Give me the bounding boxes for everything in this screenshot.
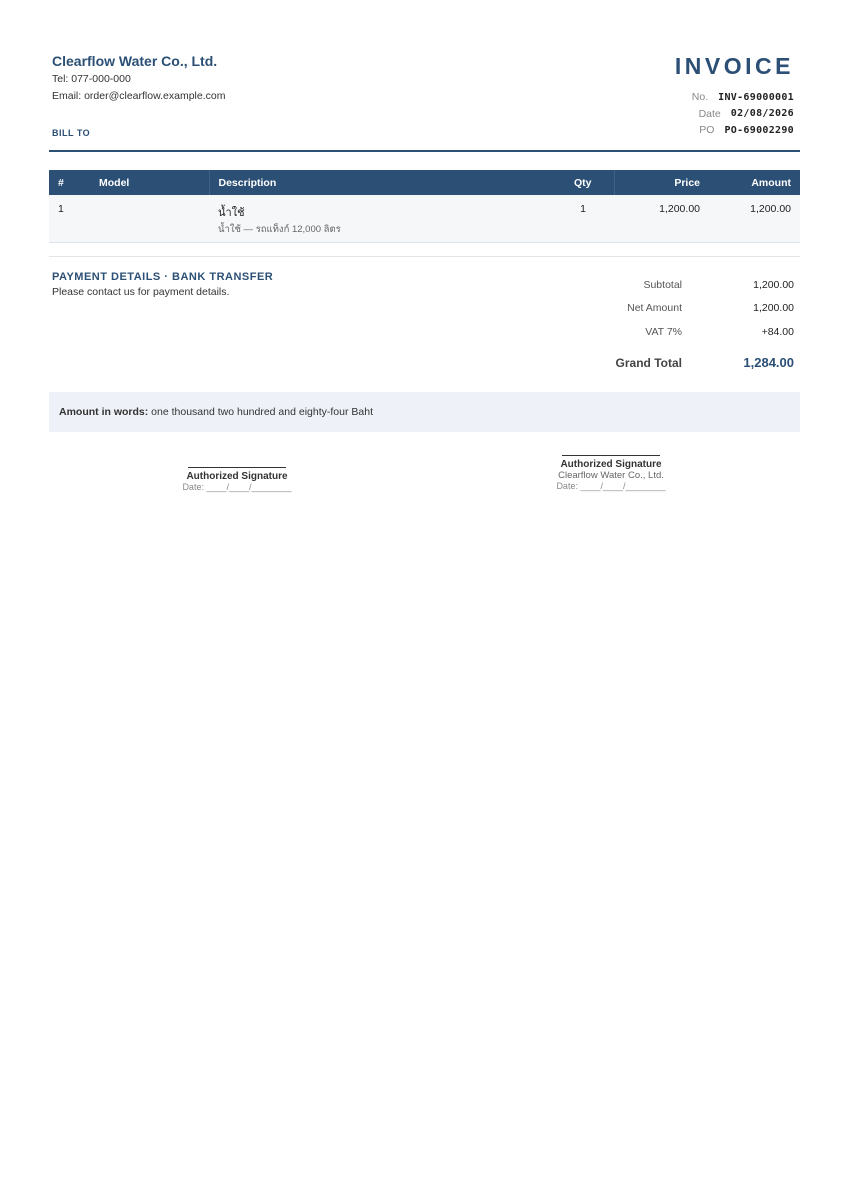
invoice-meta xyxy=(594,89,794,139)
amount-in-words-label: Amount in words: xyxy=(59,406,149,418)
signature-date: Date: ____/____/________ xyxy=(182,482,292,492)
table-header-row xyxy=(49,170,800,195)
cell-no: 1 xyxy=(49,195,99,243)
items-table xyxy=(49,170,800,243)
signature-title: Authorized Signature xyxy=(186,471,288,482)
invoice-title: INVOICE xyxy=(674,53,794,79)
col-qty-header: Qty xyxy=(552,170,614,195)
amount-in-words-value: one thousand two hundred and eighty-four Baht xyxy=(148,406,373,418)
cell-description xyxy=(209,195,552,243)
signature-date: Date: ____/____/________ xyxy=(556,481,666,491)
signature-line xyxy=(562,455,660,456)
totals-block xyxy=(564,273,794,376)
col-description-header: Description xyxy=(209,170,552,195)
header-divider xyxy=(49,150,800,152)
description-main: น้ำใช้ xyxy=(218,207,245,219)
meta-label: No. xyxy=(691,91,709,104)
subtotal-row xyxy=(564,273,794,297)
col-price-header: Price xyxy=(614,170,710,195)
meta-row-po xyxy=(594,122,794,139)
bill-to-label: BILL TO xyxy=(52,128,91,138)
net-value: 1,200.00 xyxy=(753,302,794,315)
grand-total-value: 1,284.00 xyxy=(743,355,794,370)
section-divider xyxy=(49,256,800,257)
vat-value: +84.00 xyxy=(761,325,794,338)
meta-row-number xyxy=(594,89,794,106)
meta-row-date xyxy=(594,106,794,123)
payment-title: PAYMENT DETAILS · BANK TRANSFER xyxy=(52,271,274,283)
invoice-number: INV-69000001 xyxy=(718,91,794,103)
vat-row xyxy=(564,320,794,344)
signature-left xyxy=(157,467,317,492)
cell-amount: 1,200.00 xyxy=(710,195,800,243)
cell-model xyxy=(99,195,209,243)
net-label: Net Amount xyxy=(627,302,682,315)
cell-price: 1,200.00 xyxy=(614,195,710,243)
invoice-date: 02/08/2026 xyxy=(730,108,794,120)
signature-right xyxy=(531,455,691,491)
company-email: Email: order@clearflow.example.com xyxy=(52,90,226,102)
po-number: PO-69002290 xyxy=(724,124,794,136)
vat-label: VAT 7% xyxy=(645,325,682,338)
payment-note: Please contact us for payment details. xyxy=(52,286,230,298)
grand-total-row xyxy=(564,350,794,376)
company-name: Clearflow Water Co., Ltd. xyxy=(52,53,218,69)
col-amount-header: Amount xyxy=(710,170,800,195)
col-no-header: # xyxy=(49,170,99,195)
grand-total-label: Grand Total xyxy=(615,355,682,370)
description-sub: น้ำใช้ — รถแท็งก์ 12,000 ลิตร xyxy=(218,224,341,235)
signature-title: Authorized Signature xyxy=(560,459,662,470)
amount-in-words xyxy=(49,392,800,432)
signature-company: Clearflow Water Co., Ltd. xyxy=(558,470,664,481)
col-model-header: Model xyxy=(99,170,209,195)
subtotal-value: 1,200.00 xyxy=(753,278,794,291)
subtotal-label: Subtotal xyxy=(643,278,682,291)
signature-line xyxy=(188,467,286,468)
amount-in-words-text xyxy=(49,406,373,418)
meta-label: PO xyxy=(699,124,715,137)
net-row xyxy=(564,297,794,321)
meta-label: Date xyxy=(698,107,721,120)
table-row xyxy=(49,195,800,243)
cell-qty: 1 xyxy=(552,195,614,243)
company-tel: Tel: 077-000-000 xyxy=(52,73,131,85)
